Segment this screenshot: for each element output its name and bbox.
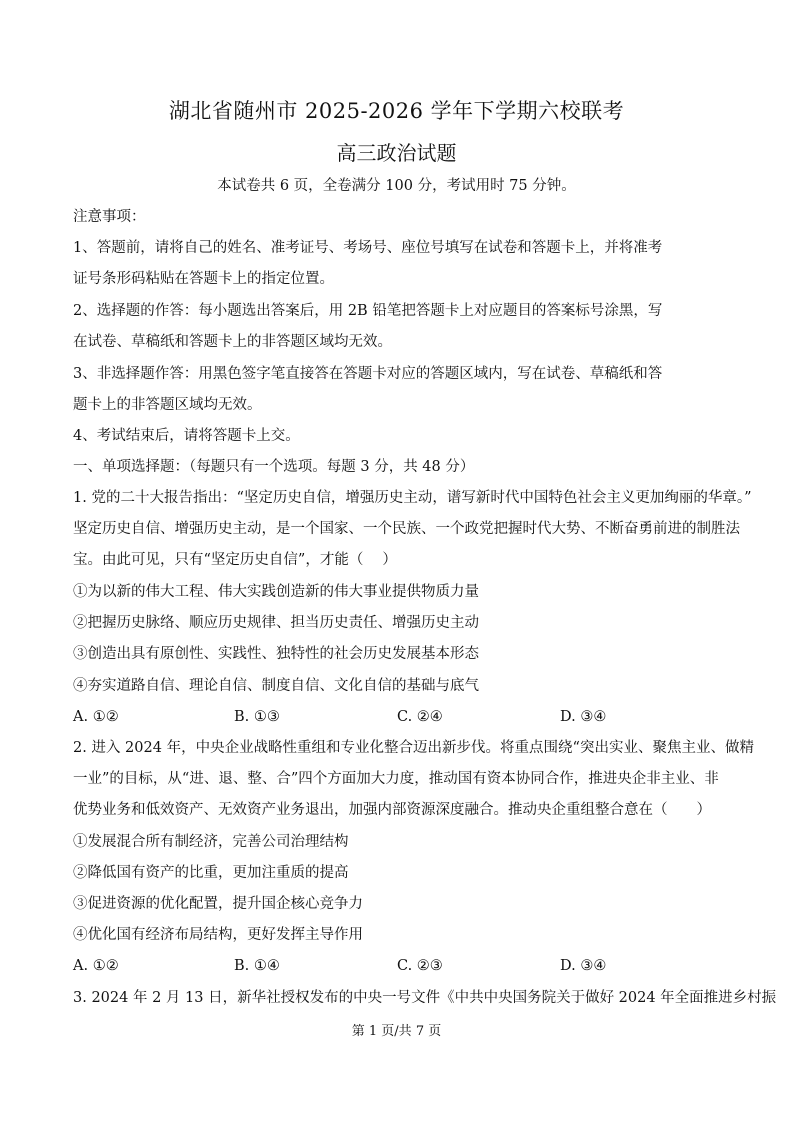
option-c: C. ②④ bbox=[397, 709, 443, 725]
question-1-statement: ①为以新的伟大工程、伟大实践创造新的伟大事业提供物质力量 bbox=[73, 584, 479, 600]
question-2-statement: ②降低国有资产的比重，更加注重质的提高 bbox=[73, 865, 349, 881]
question-2-stem-line: 一业”的目标，从“进、退、整、合”四个方面加大力度，推动国有资本协同合作，推进央企非主业、非 bbox=[73, 771, 719, 787]
option-a: A. ①② bbox=[73, 709, 119, 725]
question-2-statement: ③促进资源的优化配置，提升国企核心竞争力 bbox=[73, 896, 363, 912]
exam-title: 湖北省随州市 2025-2026 学年下学期六校联考 bbox=[168, 99, 625, 123]
option-d: D. ③④ bbox=[560, 709, 607, 725]
question-1-statement: ③创造出具有原创性、实践性、独特性的社会历史发展基本形态 bbox=[73, 646, 479, 662]
question-2-statement: ①发展混合所有制经济，完善公司治理结构 bbox=[73, 834, 349, 850]
page-footer: 第 1 页/共 7 页 bbox=[351, 1024, 442, 1039]
question-2-stem-line: 优势业务和低效资产、无效资产业务退出，加强内部资源深度融合。推动央企重组整合意在（ ） bbox=[73, 802, 711, 818]
note-line: 在试卷、草稿纸和答题卡上的非答题区域均无效。 bbox=[73, 334, 392, 350]
note-line: 证号条形码粘贴在答题卡上的指定位置。 bbox=[73, 271, 334, 287]
question-3-stem-line: 3. 2024 年 2 月 13 日，新华社授权发布的中央一号文件《中共中央国务院关于做好 2024 年全面推进乡村振 bbox=[73, 990, 777, 1006]
question-2-statement: ④优化国有经济布局结构，更好发挥主导作用 bbox=[73, 927, 363, 943]
option-a: A. ①② bbox=[73, 958, 119, 974]
question-1-stem-line: 坚定历史自信、增强历史主动，是一个国家、一个民族、一个政党把握时代大势、不断奋勇前进的制胜法 bbox=[73, 521, 740, 537]
question-2-options bbox=[73, 956, 733, 976]
option-c: C. ②③ bbox=[397, 958, 443, 974]
notes-heading: 注意事项： bbox=[73, 209, 146, 225]
exam-subtitle: 高三政治试题 bbox=[336, 141, 457, 165]
question-1-stem-line: 1. 党的二十大报告指出：“坚定历史自信，增强历史主动，谱写新时代中国特色社会主义更加绚丽的华章。” bbox=[73, 490, 752, 506]
question-1-options bbox=[73, 707, 733, 727]
question-1-stem-line: 宝。由此可见，只有“坚定历史自信”，才能（ ） bbox=[73, 552, 397, 568]
note-line: 2、选择题的作答：每小题选出答案后，用 2B 铅笔把答题卡上对应题目的答案标号涂黑，写 bbox=[73, 303, 663, 319]
option-b: B. ①④ bbox=[234, 958, 280, 974]
option-d: D. ③④ bbox=[560, 958, 607, 974]
question-2-stem-line: 2. 进入 2024 年，中央企业战略性重组和专业化整合迈出新步伐。将重点围绕“突出实业、聚焦主业、做精 bbox=[73, 740, 754, 756]
note-line: 1、答题前，请将自己的姓名、准考证号、考场号、座位号填写在试卷和答题卡上，并将准考 bbox=[73, 240, 663, 256]
note-line: 3、非选择题作答：用黑色签字笔直接答在答题卡对应的答题区域内，写在试卷、草稿纸和答 bbox=[73, 366, 663, 382]
exam-info: 本试卷共 6 页，全卷满分 100 分，考试用时 75 分钟。 bbox=[217, 178, 576, 194]
note-line: 题卡上的非答题区域均无效。 bbox=[73, 397, 262, 413]
option-b: B. ①③ bbox=[234, 709, 280, 725]
question-1-statement: ②把握历史脉络、顺应历史规律、担当历史责任、增强历史主动 bbox=[73, 615, 479, 631]
question-1-statement: ④夯实道路自信、理论自信、制度自信、文化自信的基础与底气 bbox=[73, 678, 479, 694]
note-line: 4、考试结束后，请将答题卡上交。 bbox=[73, 428, 300, 444]
section-heading: 一、单项选择题：（每题只有一个选项。每题 3 分，共 48 分） bbox=[73, 459, 475, 475]
